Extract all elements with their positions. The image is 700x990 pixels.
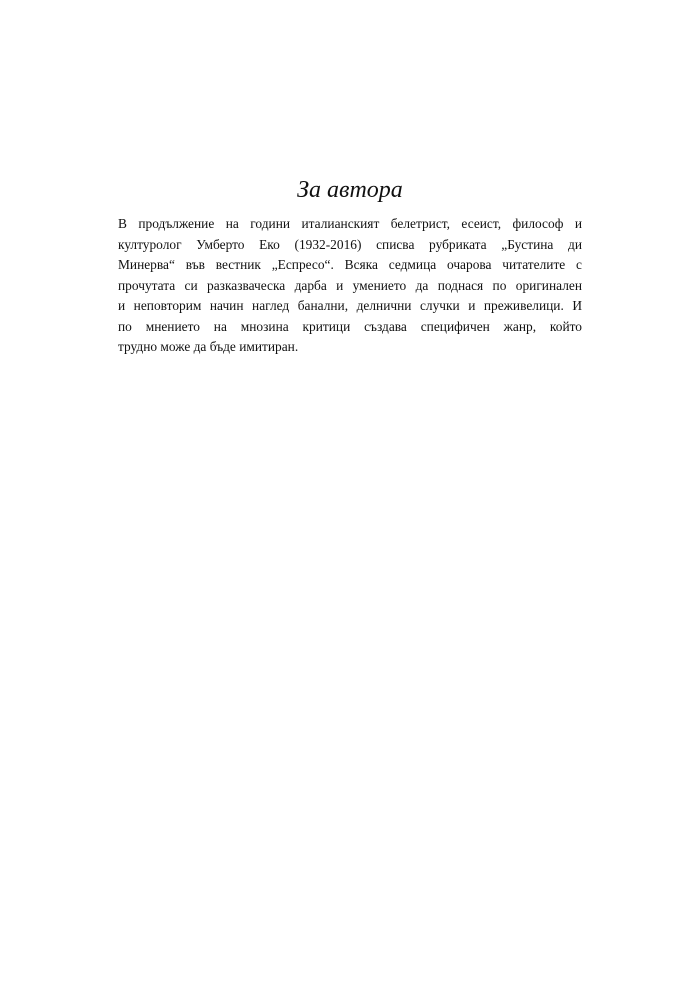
paragraph-line: културолог Умберто Еко (1932-2016) списва рубриката „Бустина ди (118, 236, 582, 252)
page-heading: За автора (297, 177, 403, 203)
author-paragraph (118, 214, 582, 358)
paragraph-line: В продължение на години италианският белетрист, есеист, философ и (118, 216, 582, 231)
paragraph-line: прочутата си разказваческа дарба и умението да поднася по оригинален (118, 277, 582, 293)
paragraph-line: и неповторим начин наглед банални, делнични случки и преживелици. И (118, 298, 582, 313)
paragraph-line: по мнението на мнозина критици създава специфичен жанр, който (118, 318, 582, 334)
paragraph-line: трудно може да бъде имитиран. (118, 339, 299, 354)
paragraph-line: Минерва“ във вестник „Еспресо“. Всяка седмица очарова читателите с (118, 257, 582, 272)
